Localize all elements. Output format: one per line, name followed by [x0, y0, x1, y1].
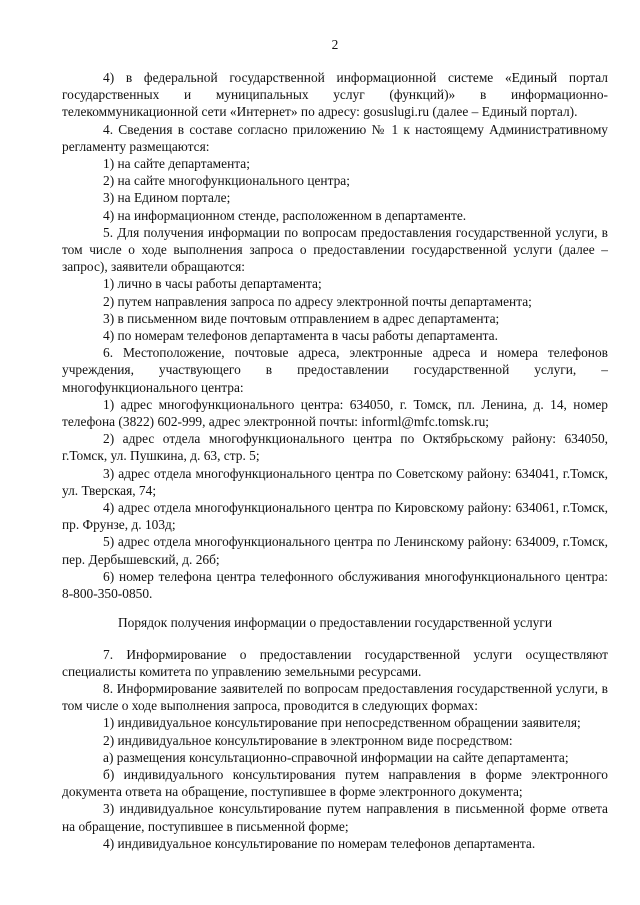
list-item: 4) адрес отдела многофункционального центра по Кировскому району: 634061, г.Томск, пр. Фрунзе, д. 103д; — [62, 500, 608, 533]
list-item: 5) адрес отдела многофункционального центра по Ленинскому району: 634009, г.Томск, пер. Дербышевский, д. 26б; — [62, 534, 608, 567]
list-item: 4) по номерам телефонов департамента в часы работы департамента. — [103, 328, 498, 344]
paragraph-group-top — [62, 69, 608, 602]
section-heading: Порядок получения информации о предоставлении государственной услуги — [117, 615, 553, 631]
list-item: 3) адрес отдела многофункционального центра по Советскому району: 634041, г.Томск, ул. Тверская, 74; — [62, 465, 608, 498]
list-item: 2) путем направления запроса по адресу электронной почты департамента; — [103, 293, 532, 309]
paragraph: 5. Для получения информации по вопросам предоставления государственной услуги, в том числе о ходе выполнения запроса о предоставлении государственной услуги (далее – запрос), заявители обращаются: — [62, 224, 608, 275]
paragraph: 7. Информирование о предоставлении государственной услуги осуществляют специалисты комитета по управлению земельными ресурсами. — [62, 646, 608, 679]
list-item: а) размещения консультационно-справочной информации на сайте департамента; — [103, 749, 569, 765]
list-item: 3) на Едином портале; — [103, 190, 231, 206]
list-item: 3) индивидуальное консультирование путем направления в письменной форме ответа на обращение, поступившее в письменной форме; — [62, 801, 608, 834]
paragraph: 4. Сведения в составе согласно приложению № 1 к настоящему Административному регламенту размещаются: — [62, 121, 608, 154]
list-item: 6) номер телефона центра телефонного обслуживания многофункционального центра: 8-800-350-0850. — [62, 568, 608, 602]
list-item: 1) индивидуальное консультирование при непосредственном обращении заявителя; — [103, 715, 581, 731]
list-item: 2) индивидуальное консультирование в электронном виде посредством: — [103, 732, 513, 748]
paragraph: 8. Информирование заявителей по вопросам предоставления государственной услуги, в том числе о ходе выполнения запроса, проводится в следующих формах: — [62, 680, 608, 714]
list-item: б) индивидуального консультирования путем направления в форме электронного документа ответа на обращение, поступившее в форме электронного документа; — [62, 766, 608, 800]
paragraph: 4) в федеральной государственной информационной системе «Единый портал государственных и муниципальных услуг (функций)» в информационно-телекоммуникационной сети «Интернет» по адресу: gosuslugi.ru (далее – Единый портал). — [62, 70, 608, 120]
list-item: 2) адрес отдела многофункционального центра по Октябрьскому району: 634050, г.Томск, ул. Пушкина, д. 63, стр. 5; — [62, 431, 608, 464]
list-item: 2) на сайте многофункционального центра; — [103, 173, 350, 189]
paragraph: 6. Местоположение, почтовые адреса, электронные адреса и номера телефонов учреждения, участвующего в предоставлении государственной услуги, – многофункционального центра: — [62, 345, 608, 395]
list-item: 1) лично в часы работы департамента; — [103, 276, 322, 292]
list-item: 3) в письменном виде почтовым отправлением в адрес департамента; — [103, 310, 500, 326]
list-item: 1) адрес многофункционального центра: 634050, г. Томск, пл. Ленина, д. 14, номер телефона (3822) 602-999, адрес электронной почты: informl@mfc.tomsk.ru; — [62, 396, 608, 430]
list-item: 4) на информационном стенде, расположенном в департаменте. — [103, 207, 467, 223]
page-number: 2 — [331, 37, 339, 52]
list-item: 4) индивидуальное консультирование по номерам телефонов департамента. — [103, 835, 536, 851]
document-page — [62, 36, 608, 852]
paragraph-group-bottom — [62, 646, 608, 852]
list-item: 1) на сайте департамента; — [103, 156, 250, 172]
